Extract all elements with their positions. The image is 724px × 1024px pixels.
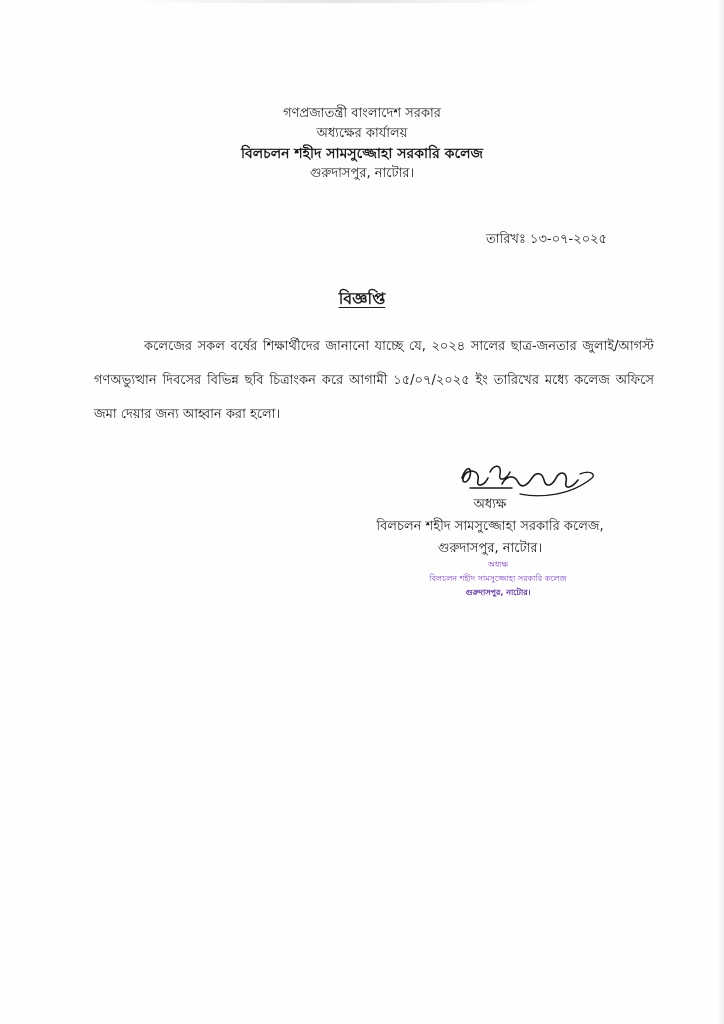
signatory-block bbox=[330, 494, 650, 560]
signatory-location: গুরুদাসপুর, নাটোর। bbox=[437, 541, 543, 556]
notice-body: কলেজের সকল বর্ষের শিক্ষার্থীদের জানানো যাচ্ছে যে, ২০২৪ সালের ছাত্র-জনতার জুলাই/আগস্ট গণঅভ্যুত্থান দিবসের বিভিন্ন ছবি চিত্রাংকন করে আগামী ১৫/০৭/২০২৫ ইং তারিখের মধ্যে কলেজ অফিসে জমা দেয়ার জন্য আহ্বান করা হলো। bbox=[94, 339, 654, 422]
scan-artifact-top bbox=[130, 0, 550, 3]
office-line: অধ্যক্ষের কার্যালয় bbox=[316, 126, 408, 141]
signatory-org: বিলচলন শহীদ সামসুজ্জোহা সরকারি কলেজ, bbox=[376, 519, 604, 534]
letterhead bbox=[0, 104, 724, 184]
stamp-location: গুরুদাসপুর, নাটোর। bbox=[465, 588, 531, 597]
signatory-designation: অধ্যক্ষ bbox=[473, 497, 507, 512]
stamp-designation: অধ্যক্ষ bbox=[487, 560, 509, 569]
notice-subject bbox=[0, 286, 724, 313]
college-name: বিলচলন শহীদ সামসুজ্জোহা সরকারি কলেজ bbox=[240, 146, 484, 162]
college-location: গুরুদাসপুর, নাটোর। bbox=[309, 166, 415, 181]
government-line: গণপ্রজাতন্ত্রী বাংলাদেশ সরকার bbox=[283, 106, 441, 121]
stamp-college: বিলচলন শহীদ সামসুজ্জোহা সরকারি কলেজ bbox=[429, 574, 567, 583]
subject-title: বিজ্ঞপ্তি bbox=[338, 289, 386, 308]
office-seal-stamp bbox=[408, 558, 588, 600]
notice-date: তারিখঃ ১৩-০৭-২০২৫ bbox=[486, 232, 607, 247]
